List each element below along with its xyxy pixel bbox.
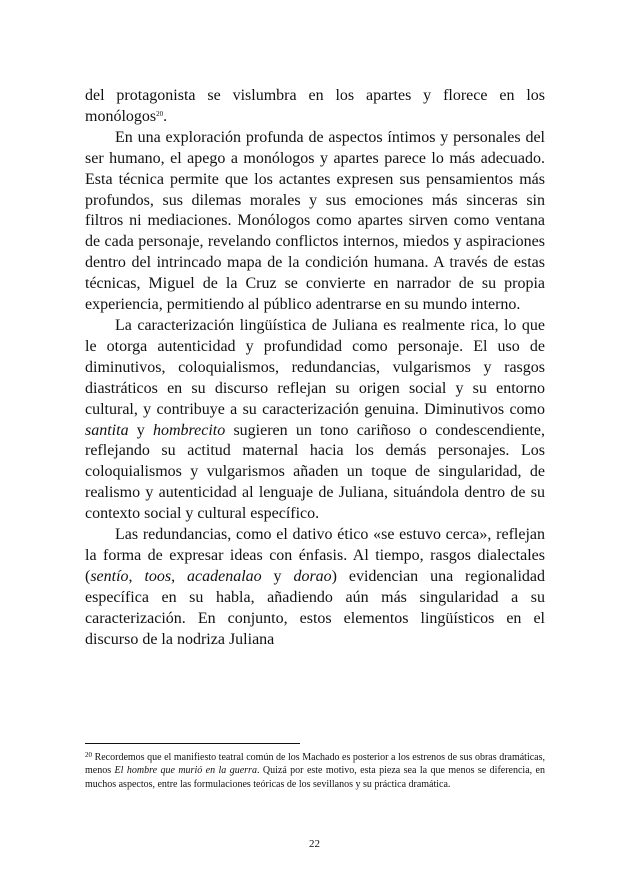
footnote-number: 20 xyxy=(85,751,92,759)
paragraph-4-text-a: Las redundancias, como el dativo ético «se estuvo cerca», reflejan la forma de expresar ideas con énfasis. Al tiempo, rasgos dialectales ( xyxy=(85,526,545,585)
paragraph-1 xyxy=(85,86,545,128)
footnote-reference[interactable]: 20 xyxy=(156,109,164,118)
footnote-text-a: Recordemos que el manifiesto teatral común de los Machado es posterior a los estrenos de sus obras dramáticas, menos xyxy=(85,752,545,777)
footnote xyxy=(85,751,545,791)
paragraph-4-text-b: ) evidencian una regionalidad específica en su habla, añadiendo aún más singularidad a su caracterización. En conjunto, estos elementos lingüísticos en el discurso de la nodriza Juliana xyxy=(85,567,546,648)
italic-term-hombrecito: hombrecito xyxy=(152,421,226,439)
paragraph-2: En una exploración profunda de aspectos íntimos y personales del ser humano, el apego a monólogos y apartes parece lo más adecuado. Esta técnica permite que los actantes expresen sus pensamientos más profundos, sus dilemas morales y sus emociones más sinceras sin filtros ni mediaciones. Monólogos como apartes sirven como ventana de cada personaje, revelando conflictos internos, miedos y aspiraciones dentro del intrincado mapa de la condición humana. A través de estas técnicas, Miguel de la Cruz se convierte en narrador de su propia experiencia, permitiendo al público adentrarse en su mundo interno. xyxy=(85,128,545,314)
separator-2: , xyxy=(171,567,187,585)
paragraph-3-text-b: y xyxy=(128,421,153,439)
paragraph-3 xyxy=(85,316,545,525)
paragraph-4 xyxy=(85,525,545,650)
footnote-text-b: . Quizá por este motivo, esta pieza sea la que menos se diferencia, en muchos aspectos, entre las formulaciones teóricas de los sevillanos y su práctica dramática. xyxy=(85,765,545,790)
footnote-separator xyxy=(85,743,300,744)
paragraph-1-end: . xyxy=(163,107,168,125)
italic-term-dorao: dorao xyxy=(293,567,332,585)
italic-term-santita: santita xyxy=(85,421,129,439)
separator-1: , xyxy=(128,567,145,585)
footnote-work-title: El hombre que murió en la guerra xyxy=(114,765,257,777)
page-body xyxy=(85,86,545,650)
paragraph-3-text-c: sugieren un tono cariñoso o condescendiente, reflejando su actitud maternal hacia los demás personajes. Los coloquialismos y vulgarismos añaden un toque de singularidad, de realismo y autenticidad al lenguaje de Juliana, situándola dentro de su contexto social y cultural específico. xyxy=(85,421,546,523)
separator-3: y xyxy=(261,567,294,585)
italic-term-acadenalao: acadenalao xyxy=(187,567,262,585)
paragraph-1-text: del protagonista se vislumbra en los apartes y florece en los monólogos xyxy=(85,87,545,125)
italic-term-sentio: sentío xyxy=(90,567,129,585)
paragraph-3-text-a: La caracterización lingüística de Juliana es realmente rica, lo que le otorga autenticidad y profundidad como personaje. El uso de diminutivos, coloquialismos, redundancias, vulgarismos y rasgos diastráticos en su discurso reflejan su origen social y su entorno cultural, y contribuye a su caracterización genuina. Diminutivos como xyxy=(85,316,545,418)
italic-term-toos: toos xyxy=(144,567,172,585)
page-number: 22 xyxy=(309,838,320,850)
